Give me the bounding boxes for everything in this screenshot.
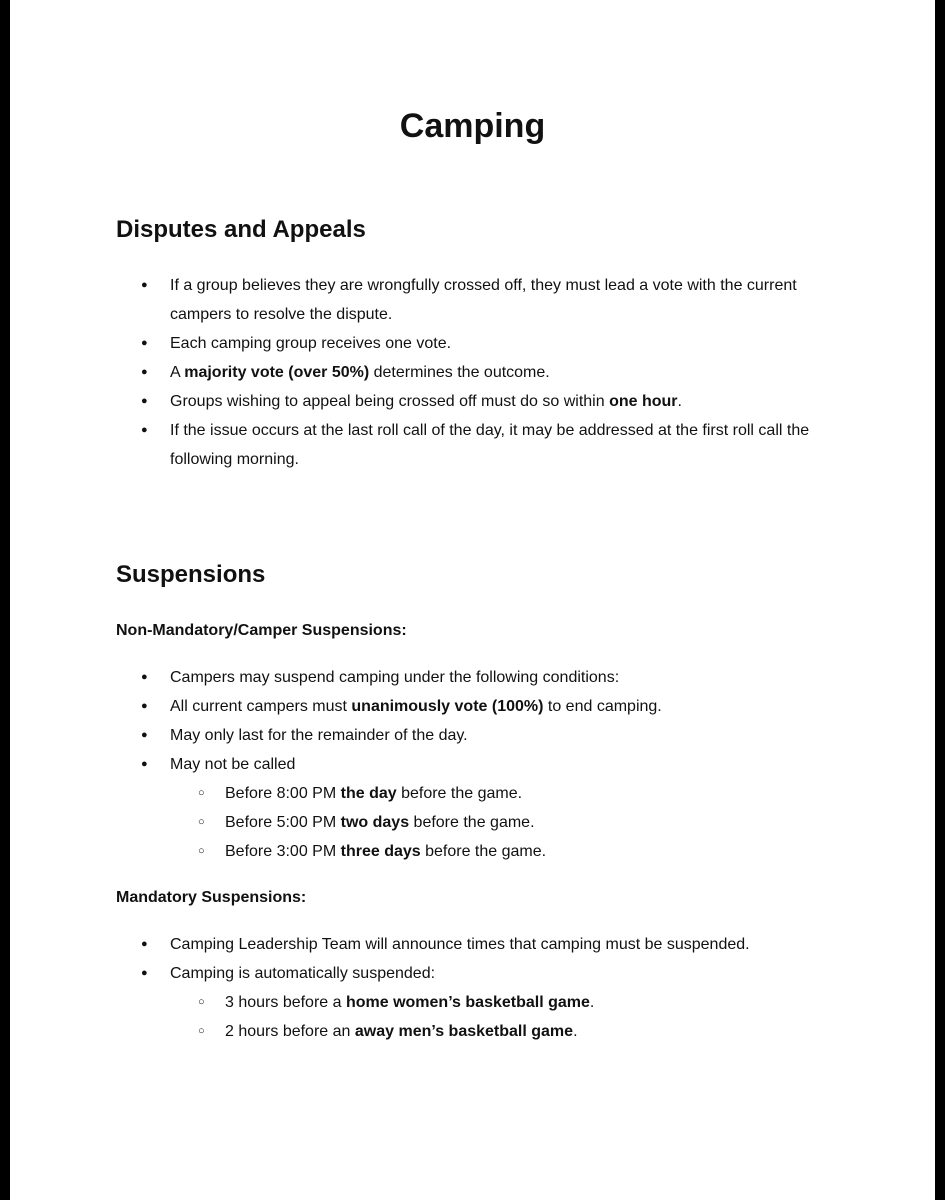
list-item: ● A majority vote (over 50%) determines the outcome. [116, 358, 836, 387]
list-item: ● Camping is automatically suspended: ○ 3 hours before a home women’s basketball game. ○ 2 hours before an away men’s basketball game. [116, 959, 836, 1046]
list-item: ● May only last for the remainder of the day. [116, 721, 836, 750]
sub-list-item: ○ Before 3:00 PM three days before the game. [170, 837, 836, 866]
sub-list-item: ○ 3 hours before a home women’s basketball game. [170, 988, 836, 1017]
disputes-list [116, 271, 836, 474]
non-mandatory-list [116, 663, 836, 866]
sub-list-item: ○ Before 8:00 PM the day before the game. [170, 779, 836, 808]
mandatory-list [116, 930, 836, 1046]
non-mandatory-heading: Non-Mandatory/Camper Suspensions: [116, 622, 407, 639]
sub-list [170, 779, 836, 866]
list-item: ● All current campers must unanimously vote (100%) to end camping. [116, 692, 836, 721]
list-item: ● If the issue occurs at the last roll call of the day, it may be addressed at the first roll call the following morning. [116, 416, 836, 474]
sub-list [170, 988, 836, 1046]
document-title: Camping [399, 107, 546, 145]
list-item: ● Each camping group receives one vote. [116, 329, 836, 358]
sub-list-item: ○ Before 5:00 PM two days before the game. [170, 808, 836, 837]
list-item: ● If a group believes they are wrongfully crossed off, they must lead a vote with the current campers to resolve the dispute. [116, 271, 836, 329]
list-item: ● Camping Leadership Team will announce times that camping must be suspended. [116, 930, 836, 959]
sub-list-item: ○ 2 hours before an away men’s basketball game. [170, 1017, 836, 1046]
disputes-heading: Disputes and Appeals [116, 216, 366, 243]
document-page [10, 0, 935, 1200]
list-item: ● May not be called ○ Before 8:00 PM the day before the game. ○ Before 5:00 PM two days before the game. ○ Before 3:00 PM three days before the game. [116, 750, 836, 866]
mandatory-heading: Mandatory Suspensions: [116, 889, 307, 906]
list-item: ● Groups wishing to appeal being crossed off must do so within one hour. [116, 387, 836, 416]
suspensions-heading: Suspensions [116, 561, 266, 588]
list-item: ● Campers may suspend camping under the following conditions: [116, 663, 836, 692]
